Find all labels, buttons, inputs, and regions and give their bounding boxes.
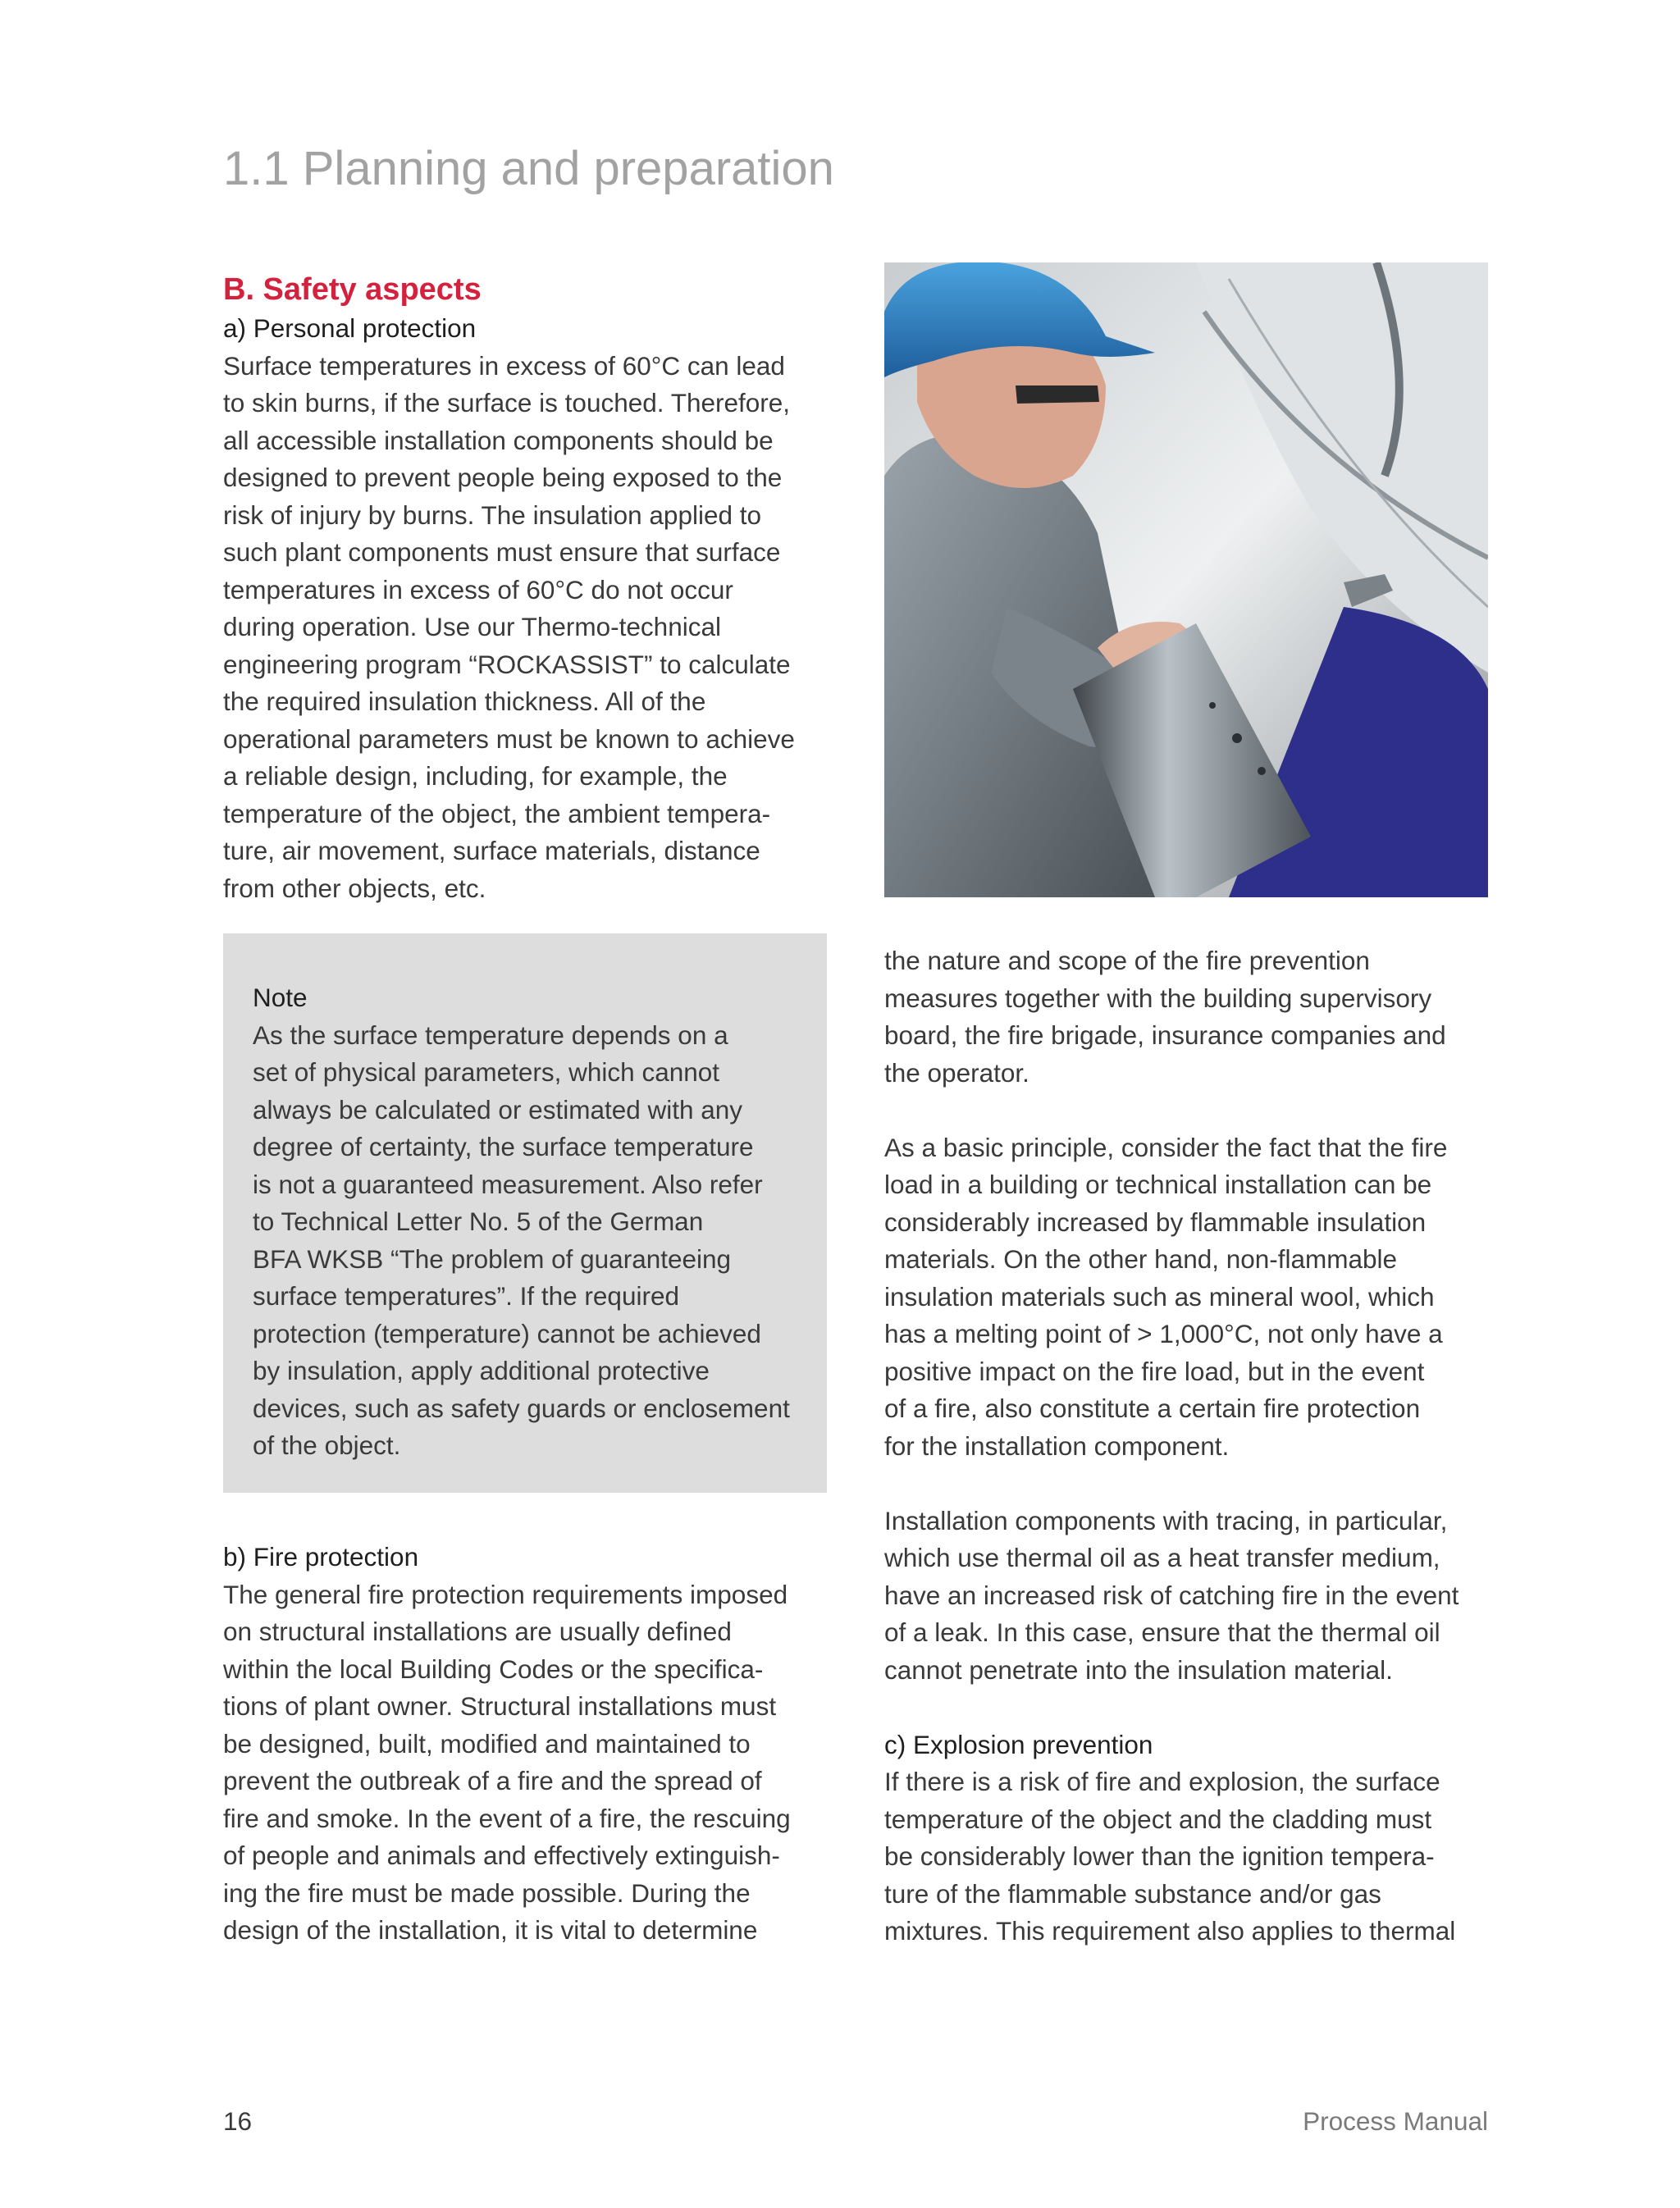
- text-line: mixtures. This requirement also applies to thermal: [884, 1916, 1456, 1946]
- text-line: ture, air movement, surface materials, distance: [223, 836, 760, 865]
- right-column: [884, 942, 1487, 1950]
- note-box: [223, 933, 827, 1493]
- text-line: ture of the flammable substance and/or gas: [884, 1878, 1381, 1909]
- text-line: tions of plant owner. Structural installations must: [223, 1691, 777, 1721]
- text-line: temperatures in excess of 60°C do not occur: [223, 574, 733, 604]
- text-line: BFA WKSB “The problem of guaranteeing: [253, 1243, 732, 1274]
- text-line: ing the fire must be made possible. During the: [223, 1877, 751, 1908]
- text-line: during operation. Use our Thermo-technical: [223, 612, 721, 641]
- text-line: As the surface temperature depends on a: [253, 1020, 728, 1050]
- text-line: fire and smoke. In the event of a fire, the rescuing: [223, 1803, 791, 1833]
- text-line: As a basic principle, consider the fact that the fire: [884, 1132, 1448, 1162]
- page-title: 1.1 Planning and preparation: [223, 142, 834, 195]
- explosion-prevention-heading: c) Explosion prevention: [884, 1729, 1153, 1759]
- section-title: B. Safety aspects: [223, 272, 482, 307]
- worker-photo: [884, 262, 1488, 897]
- text-line: such plant components must ensure that surface: [223, 537, 781, 567]
- text-line: Surface temperatures in excess of 60°C can lead: [223, 350, 785, 381]
- text-line: temperature of the object, the ambient tempera-: [223, 798, 771, 828]
- left-column-bottom: [223, 1539, 826, 1950]
- text-line: from other objects, etc.: [223, 873, 486, 903]
- thermal-oil-paragraph: [884, 1503, 1487, 1690]
- page-number: 16: [223, 2106, 253, 2136]
- text-line: operational parameters must be known to achieve: [223, 723, 795, 754]
- text-line: positive impact on the fire load, but in the event: [884, 1356, 1425, 1386]
- text-line: by insulation, apply additional protective: [253, 1356, 710, 1385]
- text-line: the required insulation thickness. All of the: [223, 687, 706, 716]
- text-line: the nature and scope of the fire prevention: [884, 946, 1370, 975]
- footer-label: Process Manual: [1303, 2106, 1488, 2136]
- text-line: have an increased risk of catching fire in the event: [884, 1580, 1459, 1610]
- text-line: to Technical Letter No. 5 of the German: [253, 1207, 704, 1236]
- text-line: on structural installations are usually defined: [223, 1617, 732, 1646]
- fire-protection-heading: b) Fire protection: [223, 1542, 419, 1572]
- text-line: designed to prevent people being exposed to the: [223, 463, 783, 492]
- text-line: within the local Building Codes or the specifica-: [223, 1654, 764, 1684]
- text-line: considerably increased by flammable insulation: [884, 1207, 1427, 1237]
- text-line: for the installation component.: [884, 1430, 1230, 1461]
- text-line: insulation materials such as mineral wool, which: [884, 1281, 1435, 1312]
- text-line: materials. On the other hand, non-flammable: [884, 1244, 1398, 1274]
- text-line: be considerably lower than the ignition tempera-: [884, 1841, 1435, 1871]
- text-line: degree of certainty, the surface temperature: [253, 1132, 754, 1161]
- personal-protection-paragraph: [223, 348, 826, 908]
- note-paragraph: [253, 1017, 810, 1465]
- text-line: The general fire protection requirements imposed: [223, 1579, 788, 1609]
- text-line: board, the fire brigade, insurance companies and: [884, 1020, 1446, 1050]
- text-line: risk of injury by burns. The insulation applied to: [223, 500, 762, 530]
- text-line: of a fire, also constitute a certain fire protection: [884, 1394, 1421, 1423]
- text-line: devices, such as safety guards or enclosement: [253, 1393, 790, 1423]
- explosion-prevention-paragraph: [884, 1763, 1487, 1950]
- text-line: protection (temperature) cannot be achieved: [253, 1318, 761, 1348]
- text-line: has a melting point of > 1,000°C, not only have a: [884, 1319, 1443, 1348]
- text-line: If there is a risk of fire and explosion, the surface: [884, 1767, 1440, 1796]
- text-line: surface temperatures”. If the required: [253, 1281, 679, 1311]
- text-line: to skin burns, if the surface is touched. Therefore,: [223, 388, 791, 417]
- left-column-top: [223, 271, 826, 907]
- fire-protection-paragraph: [223, 1576, 826, 1950]
- text-line: which use thermal oil as a heat transfer medium,: [884, 1543, 1440, 1572]
- text-line: engineering program “ROCKASSIST” to calculate: [223, 649, 791, 679]
- text-line: Installation components with tracing, in particular,: [884, 1505, 1448, 1535]
- text-line: of the object.: [253, 1430, 401, 1460]
- text-line: design of the installation, it is vital to determine: [223, 1915, 758, 1945]
- text-line: a reliable design, including, for example, the: [223, 761, 728, 791]
- text-line: prevent the outbreak of a fire and the spread of: [223, 1766, 762, 1795]
- note-heading: Note: [253, 983, 308, 1012]
- text-line: load in a building or technical installation can be: [884, 1170, 1432, 1199]
- text-line: always be calculated or estimated with any: [253, 1094, 743, 1125]
- text-line: of people and animals and effectively extinguish-: [223, 1841, 780, 1870]
- text-line: be designed, built, modified and maintained to: [223, 1728, 751, 1759]
- fire-load-paragraph: [884, 1129, 1487, 1466]
- text-line: of a leak. In this case, ensure that the thermal oil: [884, 1617, 1440, 1647]
- text-line: measures together with the building supervisory: [884, 983, 1432, 1013]
- fire-prevention-paragraph: [884, 942, 1487, 1092]
- text-line: set of physical parameters, which cannot: [253, 1057, 720, 1087]
- text-line: temperature of the object and the cladding must: [884, 1804, 1432, 1834]
- text-line: all accessible installation components should be: [223, 425, 774, 455]
- text-line: is not a guaranteed measurement. Also refer: [253, 1169, 763, 1199]
- personal-protection-heading: a) Personal protection: [223, 313, 477, 343]
- text-line: the operator.: [884, 1057, 1029, 1088]
- text-line: cannot penetrate into the insulation material.: [884, 1654, 1393, 1685]
